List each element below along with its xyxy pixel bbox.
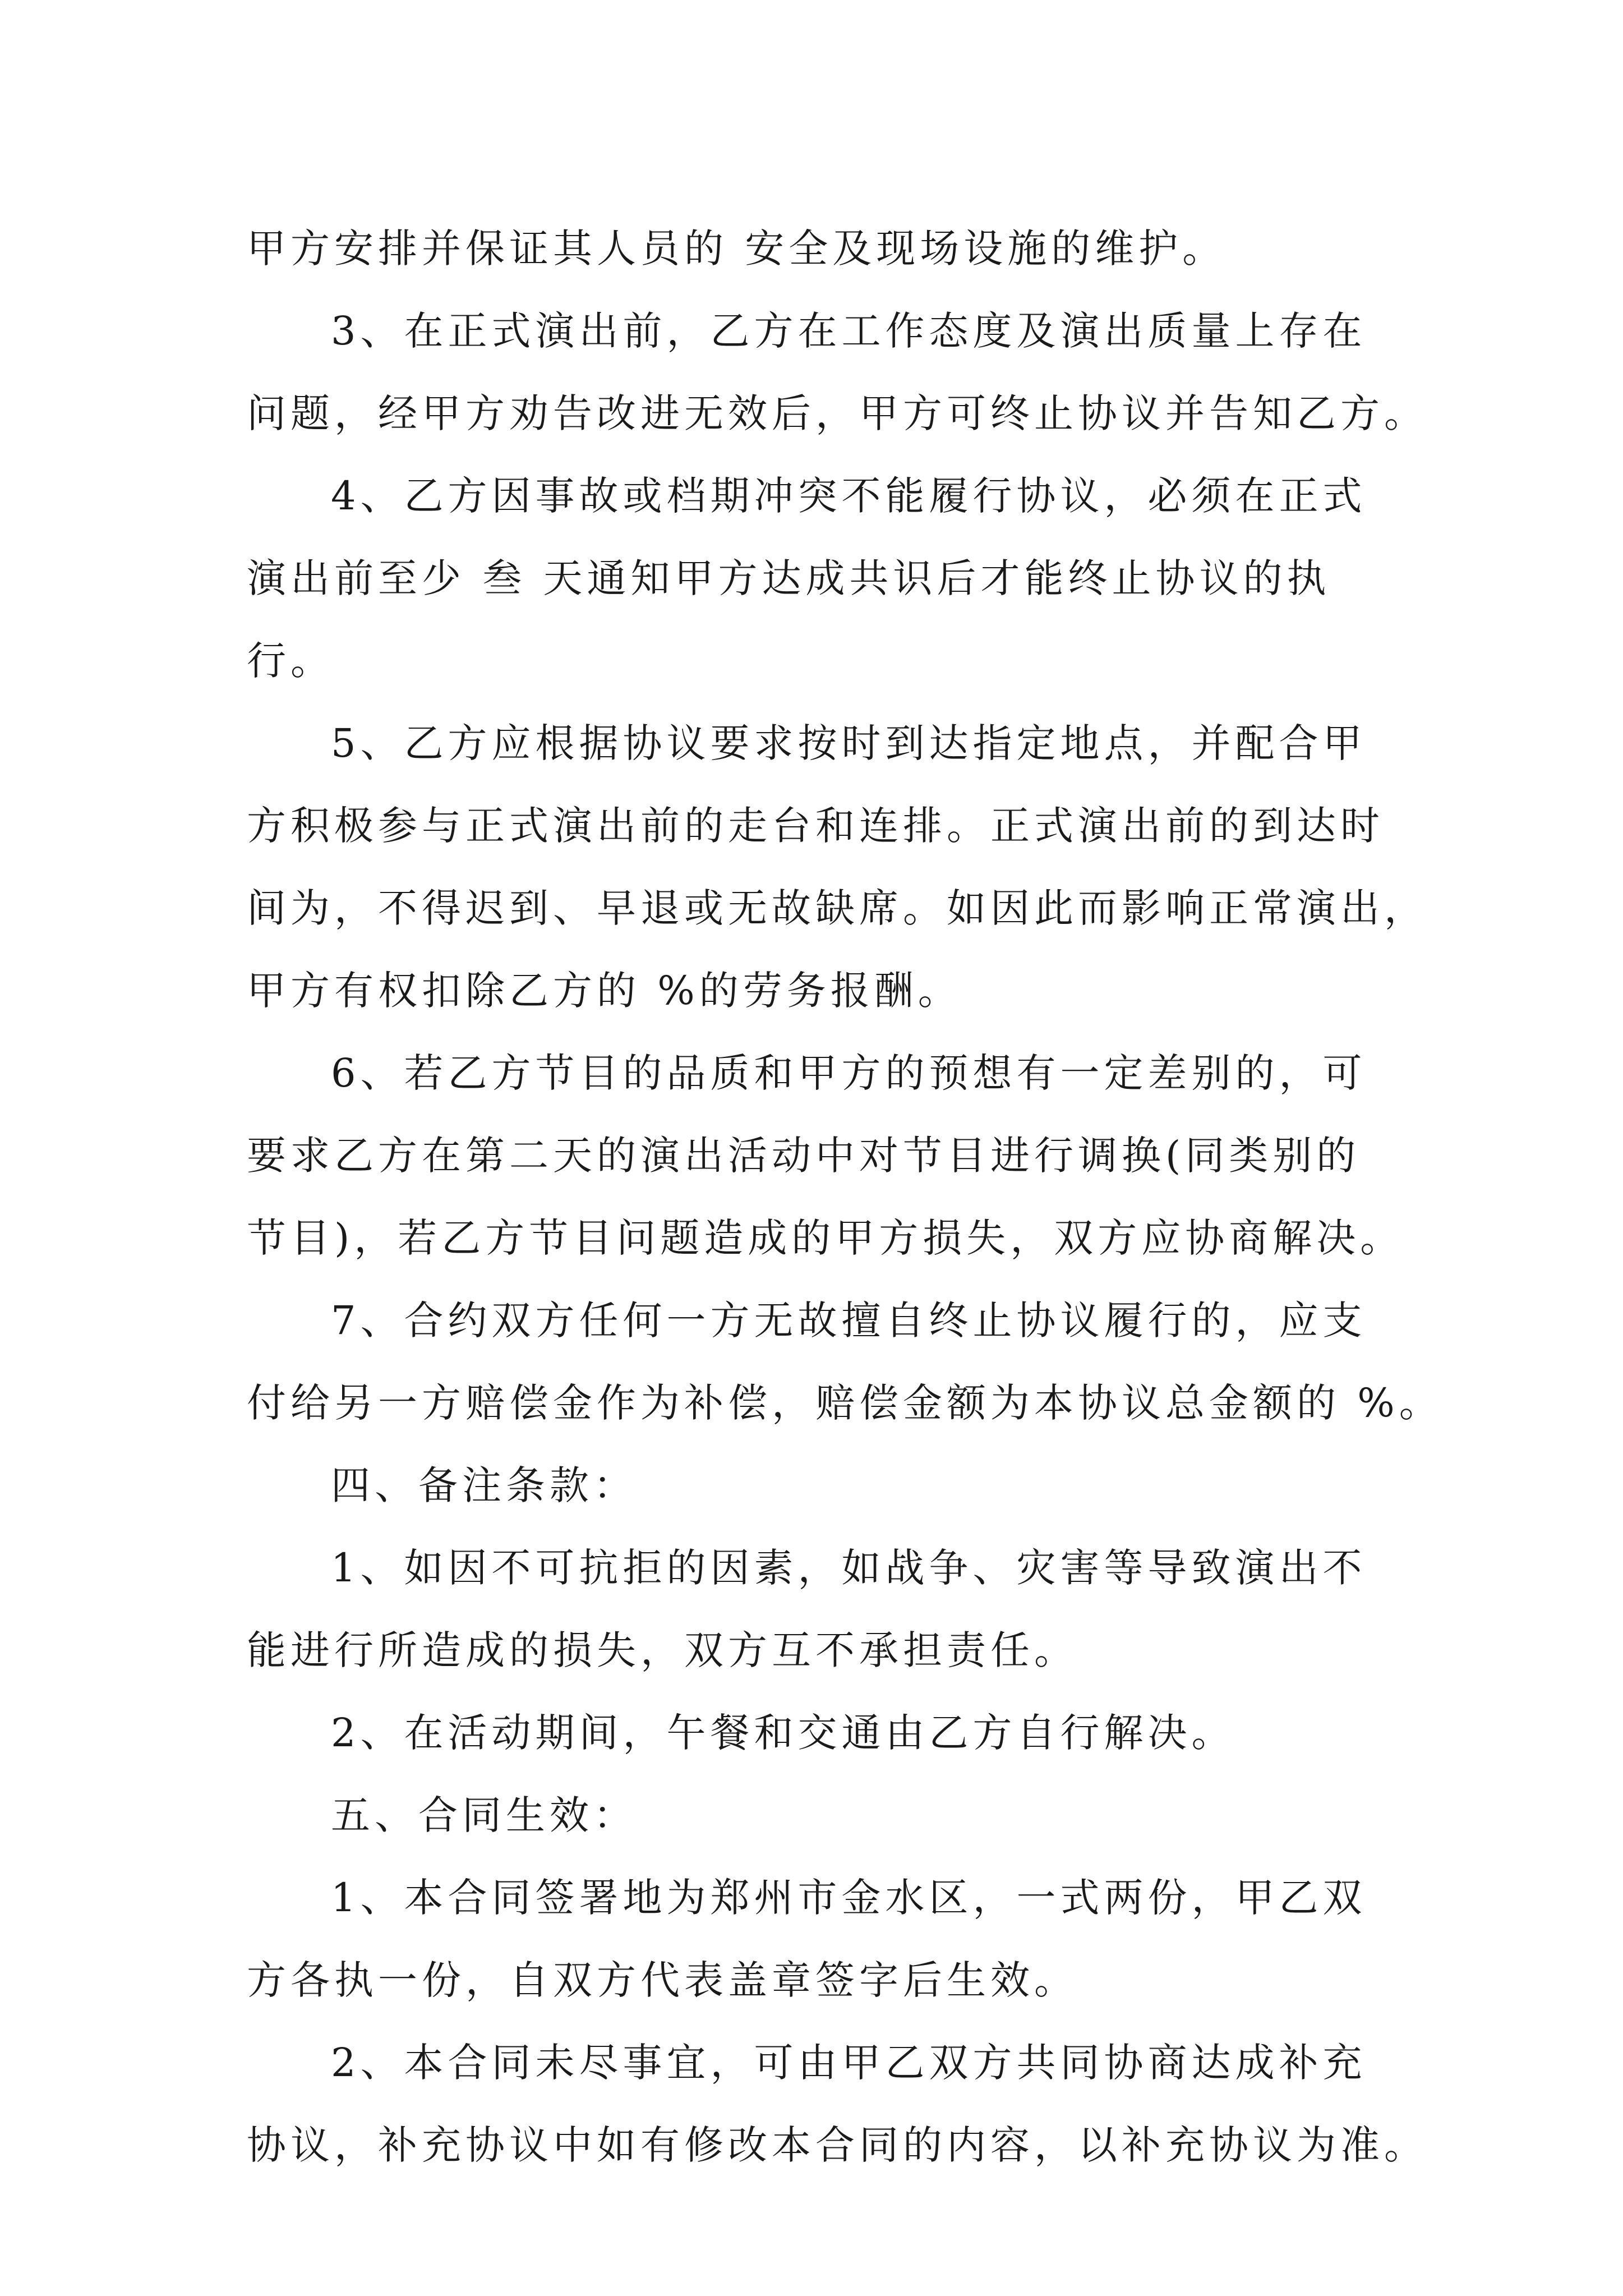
text-line: 间为，不得迟到、早退或无故缺席。如因此而影响正常演出， — [247, 885, 1428, 931]
clause-3-line: 3、在正式演出前，乙方在工作态度及演出质量上存在 — [331, 308, 1367, 354]
text-line: 节目)，若乙方节目问题造成的甲方损失，双方应协商解决。 — [247, 1215, 1404, 1261]
text-line: 协议，补充协议中如有修改本合同的内容，以补充协议为准。 — [247, 2122, 1428, 2168]
clause-4-line: 4、乙方因事故或档期冲突不能履行协议，必须在正式 — [331, 473, 1367, 519]
clause-6-line: 6、若乙方节目的品质和甲方的预想有一定差别的，可 — [331, 1050, 1367, 1096]
remarks-item-2-line: 2、在活动期间，午餐和交通由乙方自行解决。 — [331, 1710, 1235, 1756]
section-heading-remarks: 四、备注条款： — [331, 1462, 637, 1508]
text-line: 要求乙方在第二天的演出活动中对节目进行调换(同类别的 — [247, 1133, 1361, 1179]
section-heading-effect: 五、合同生效： — [331, 1792, 637, 1838]
text-line: 演出前至少 叁 天通知甲方达成共识后才能终止协议的执 — [247, 555, 1331, 601]
body-text — [247, 208, 1441, 2187]
text-line: 付给另一方赔偿金作为补偿，赔偿金额为本协议总金额的 %。 — [247, 1380, 1443, 1426]
text-line: 甲方有权扣除乙方的 %的劳务报酬。 — [247, 968, 962, 1014]
effect-item-2-line: 2、本合同未尽事宜，可由甲乙双方共同协商达成补充 — [331, 2040, 1367, 2086]
clause-7-line: 7、合约双方任何一方无故擅自终止协议履行的，应支 — [331, 1297, 1367, 1343]
text-line: 问题，经甲方劝告改进无效后，甲方可终止协议并告知乙方。 — [247, 390, 1428, 436]
effect-item-1-line: 1、本合同签署地为郑州市金水区，一式两份，甲乙双 — [331, 1875, 1367, 1921]
text-line: 能进行所造成的损失，双方互不承担责任。 — [247, 1627, 1078, 1673]
text-line: 方积极参与正式演出前的走台和连排。正式演出前的到达时 — [247, 803, 1384, 849]
remarks-item-1-line: 1、如因不可抗拒的因素，如战争、灾害等导致演出不 — [331, 1545, 1367, 1591]
clause-5-line: 5、乙方应根据协议要求按时到达指定地点，并配合甲 — [331, 720, 1367, 766]
text-line: 方各执一份，自双方代表盖章签字后生效。 — [247, 1957, 1078, 2003]
text-line: 甲方安排并保证其人员的 安全及现场设施的维护。 — [247, 226, 1227, 272]
text-line: 行。 — [247, 638, 334, 684]
